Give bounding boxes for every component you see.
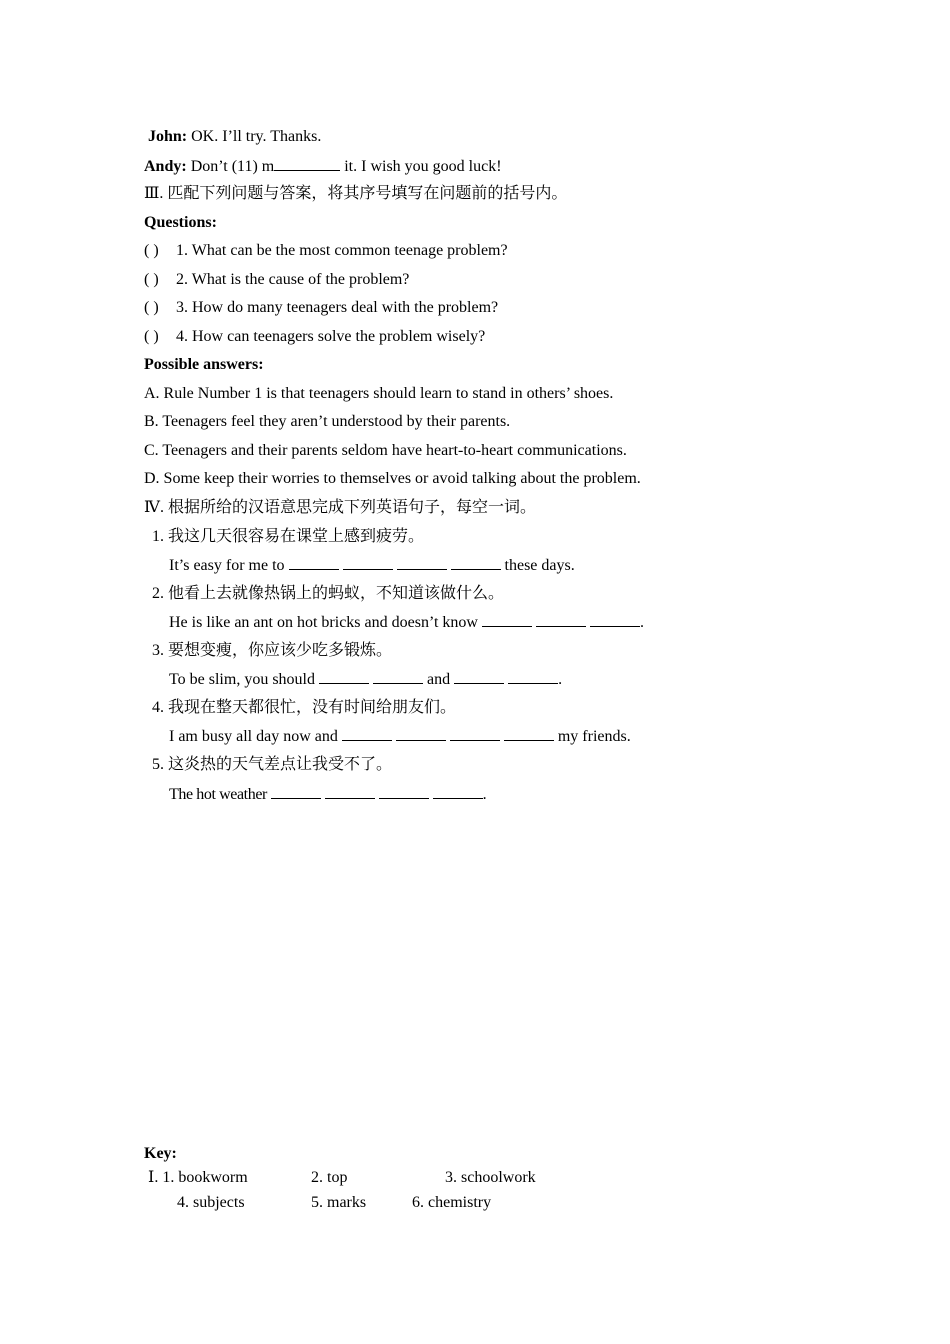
chinese-sentence: 2. 他看上去就像热锅上的蚂蚁，不知道该做什么。 [152,585,505,602]
question-text: 2. What is the cause of the problem? [176,271,410,288]
question-item [144,270,409,290]
chinese-sentence: 3. 要想变瘦，你应该少吃多锻炼。 [152,642,393,659]
answers-label: Possible answers: [144,356,264,373]
answer-blank[interactable] [343,555,393,570]
answer-blank[interactable] [454,669,504,684]
answer-blank[interactable] [396,726,446,741]
answer-bracket[interactable]: ( ) [144,242,159,259]
english-sentence: The hot weather . [169,786,487,803]
answer-blank[interactable] [590,612,640,627]
answer-blank[interactable] [373,669,423,684]
speaker-name: John: [148,128,188,145]
dialogue-text: it. I wish you good luck! [340,158,502,175]
key-label: Key: [144,1145,177,1162]
answer-blank[interactable] [397,555,447,570]
english-sentence: It’s easy for me to these days. [169,557,575,574]
key-entry: 5. marks [311,1194,367,1211]
answer-blank[interactable] [271,784,321,799]
answer-bracket[interactable]: ( ) [144,271,159,288]
answer-bracket[interactable]: ( ) [144,299,159,316]
english-sentence: To be slim, you should and . [169,671,563,688]
answer-blank[interactable] [504,726,554,741]
chinese-sentence: 5. 这炎热的天气差点让我受不了。 [152,756,393,773]
question-text: 3. How do many teenagers deal with the problem? [176,299,499,316]
answer-blank[interactable] [342,726,392,741]
question-item [144,241,508,261]
answer-option: A. Rule Number 1 is that teenagers should learn to stand in others’ shoes. [144,385,614,402]
answer-blank[interactable] [319,669,369,684]
key-entry: 4. subjects [177,1194,245,1211]
answer-option: D. Some keep their worries to themselves or avoid talking about the problem. [144,470,641,487]
answer-blank[interactable] [289,555,339,570]
key-entry: Ⅰ. 1. bookworm [148,1169,248,1186]
answer-blank[interactable] [433,784,483,799]
answer-option: B. Teenagers feel they aren’t understood by their parents. [144,413,511,430]
answer-option: C. Teenagers and their parents seldom have heart-to-heart communications. [144,442,627,459]
key-entry: 6. chemistry [412,1194,492,1211]
answer-blank[interactable] [379,784,429,799]
answer-blank[interactable] [536,612,586,627]
dialogue-text: OK. I’ll try. Thanks. [187,128,322,145]
english-sentence: I am busy all day now and my friends. [169,728,631,745]
english-sentence: He is like an ant on hot bricks and doesn’t know . [169,614,644,631]
chinese-sentence: 4. 我现在整天都很忙，没有时间给朋友们。 [152,699,457,716]
answer-blank[interactable] [325,784,375,799]
key-entry: 3. schoolwork [445,1169,536,1186]
question-text: 1. What can be the most common teenage problem? [176,242,508,259]
answer-blank[interactable] [450,726,500,741]
section3-heading: Ⅲ. 匹配下列问题与答案，将其序号填写在问题前的括号内。 [144,185,568,202]
dialogue-line-john [148,127,321,147]
speaker-name: Andy: [144,158,187,175]
section4-heading: Ⅳ. 根据所给的汉语意思完成下列英语句子，每空一词。 [144,499,536,516]
answer-blank[interactable] [274,156,340,171]
dialogue-line-andy [144,156,502,177]
question-text: 4. How can teenagers solve the problem wisely? [176,328,486,345]
answer-blank[interactable] [451,555,501,570]
answer-bracket[interactable]: ( ) [144,328,159,345]
answer-blank[interactable] [482,612,532,627]
answer-blank[interactable] [508,669,558,684]
question-item [144,298,498,318]
dialogue-text: Don’t (11) m [186,158,275,175]
questions-label: Questions: [144,214,217,231]
key-entry: 2. top [311,1169,348,1186]
question-item [144,327,485,347]
chinese-sentence: 1. 我这几天很容易在课堂上感到疲劳。 [152,528,425,545]
